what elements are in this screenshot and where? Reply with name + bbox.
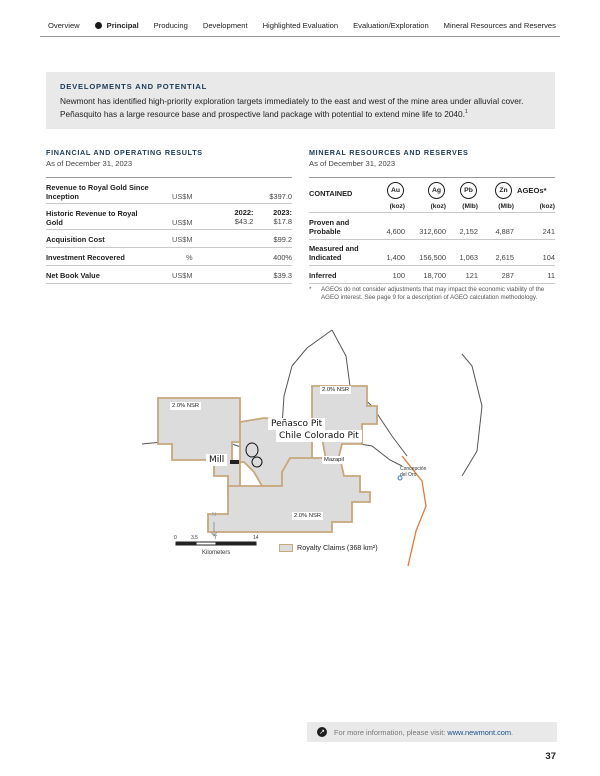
- link-icon: ↗: [317, 727, 327, 737]
- cell-au: 1,400: [386, 253, 405, 262]
- row-label: Inferred: [309, 271, 337, 280]
- table-row: [309, 266, 555, 284]
- contained-label: CONTAINED: [309, 189, 353, 198]
- row-unit: %: [186, 253, 193, 262]
- unit-au: (koz): [389, 203, 405, 210]
- cell-pb: 1,063: [459, 253, 478, 262]
- row-label: Net Book Value: [46, 271, 100, 280]
- table-header-row: [309, 177, 555, 213]
- table-row: [46, 248, 292, 266]
- cell-ageo: 11: [547, 271, 555, 280]
- chile-colorado-pit-label: Chile Colorado Pit: [276, 430, 362, 442]
- au-badge-icon: Au: [387, 182, 404, 199]
- nav-principal-label: Principal: [106, 20, 139, 30]
- mill-label: Mill: [206, 454, 227, 466]
- col-2022-value: $43.2: [234, 217, 254, 226]
- map-legend: [279, 543, 378, 552]
- row-value: 400%: [273, 253, 292, 262]
- cell-zn: 4,887: [495, 227, 514, 236]
- north-label: N: [212, 512, 217, 518]
- zn-badge-icon: Zn: [495, 182, 512, 199]
- nav-mineral-resources[interactable]: Mineral Resources and Reserves: [443, 20, 556, 30]
- row-value: $39.3: [273, 271, 292, 280]
- row-unit: US$M: [172, 192, 193, 201]
- minerals-as-of: As of December 31, 2023: [309, 159, 396, 168]
- financial-heading: FINANCIAL AND OPERATING RESULTS: [46, 148, 203, 157]
- nsr-label-left: 2.0% NSR: [172, 403, 200, 409]
- ageo-header: AGEOs*: [517, 186, 547, 195]
- unit-ag: (koz): [430, 203, 446, 210]
- financial-as-of: As of December 31, 2023: [46, 159, 133, 168]
- row-value: $99.2: [273, 235, 292, 244]
- nav-evaluation-exploration[interactable]: Evaluation/Exploration: [353, 20, 429, 30]
- scale-tick: 3.5: [191, 535, 198, 541]
- table-row: [46, 266, 292, 284]
- row-label: Revenue to Royal Gold Since Inception: [46, 183, 149, 201]
- road-line: [462, 354, 482, 476]
- row-label: Acquisition Cost: [46, 235, 105, 244]
- scale-tick: 14: [253, 535, 259, 541]
- ageo-footnote: [309, 286, 549, 302]
- row-label: Measured and Indicated: [309, 244, 359, 262]
- concepcion-label: Concepción del Oro: [400, 466, 427, 478]
- scale-unit: Kilometers: [202, 550, 231, 556]
- legend-swatch: [279, 544, 293, 552]
- page-number: 37: [545, 751, 556, 762]
- cell-au: 100: [392, 271, 405, 280]
- cell-ageo: 104: [542, 253, 555, 262]
- nsr-label-top: 2.0% NSR: [322, 387, 350, 393]
- nav-divider: [40, 36, 560, 37]
- row-unit: US$M: [172, 218, 193, 227]
- footnote-text: AGEOs do not consider adjustments that may impact the economic viability of the AGEO interest. See page 9 for a description of AGEO calculation methodology.: [321, 286, 545, 302]
- scale-segment: [196, 542, 216, 545]
- cell-zn: 287: [501, 271, 514, 280]
- cell-ageo: 241: [542, 227, 555, 236]
- row-value: $17.8: [273, 217, 292, 226]
- row-label: Proven and Probable: [309, 218, 350, 236]
- footnote-marker: *: [309, 286, 312, 293]
- table-row: [309, 213, 555, 240]
- table-row: [46, 230, 292, 248]
- developments-text: Newmont has identified high-priority exploration targets immediately to the east and west of the mine area under alluvial cover. Peñasquito has a large resource base and prospective land package with potential to extend mine life to 2040.$^1$: [60, 96, 524, 119]
- nsr-label-bottom: 2.0% NSR: [294, 513, 322, 519]
- cell-ag: 18,700: [423, 271, 446, 280]
- table-row: [46, 177, 292, 204]
- developments-box: [46, 72, 555, 129]
- minerals-table: [309, 177, 555, 284]
- cell-pb: 121: [465, 271, 478, 280]
- mazapil-label: Mazapil: [324, 457, 344, 463]
- cell-ag: 156,500: [419, 253, 446, 262]
- pb-badge-icon: Pb: [460, 182, 477, 199]
- developments-heading: DEVELOPMENTS AND POTENTIAL: [60, 82, 208, 91]
- nav-principal[interactable]: [95, 21, 139, 30]
- nav-highlighted-evaluation[interactable]: Highlighted Evaluation: [262, 20, 339, 30]
- claim-area-west: [158, 398, 250, 494]
- scale-segment: [216, 542, 256, 545]
- cell-ag: 312,600: [419, 227, 446, 236]
- scale-segment: [176, 542, 196, 545]
- row-value: $397.0: [269, 192, 292, 201]
- penasco-pit-label: Peñasco Pit: [268, 418, 325, 430]
- map-graphic: [132, 326, 492, 566]
- table-row: [309, 240, 555, 266]
- table-row: [46, 204, 292, 230]
- road-line: [360, 444, 402, 466]
- col-2023-head: 2023:: [273, 208, 292, 217]
- cell-au: 4,600: [386, 227, 405, 236]
- scale-tick: 7: [214, 535, 217, 541]
- mill-symbol: [230, 460, 239, 464]
- unit-pb: (Mlb): [462, 203, 478, 210]
- financial-table: [46, 177, 292, 284]
- active-dot-icon: [95, 22, 102, 29]
- col-2022-head: 2022:: [234, 208, 254, 217]
- legend-label: Royalty Claims (368 km²): [297, 543, 378, 552]
- footnote-ref: 1: [464, 109, 468, 115]
- top-nav: [48, 17, 556, 33]
- info-text: For more information, please visit: www.newmont.com.: [334, 727, 514, 737]
- cell-pb: 2,152: [459, 227, 478, 236]
- property-map: [132, 326, 492, 566]
- row-label: Historic Revenue to Royal Gold: [46, 209, 138, 227]
- unit-zn: (Mlb): [498, 203, 514, 210]
- nav-producing[interactable]: Producing: [153, 20, 188, 30]
- ag-badge-icon: Ag: [428, 182, 445, 199]
- newmont-link[interactable]: www.newmont.com: [447, 727, 512, 737]
- unit-ageo: (koz): [539, 203, 555, 210]
- info-bar: [307, 722, 557, 742]
- row-unit: US$M: [172, 271, 193, 280]
- row-label: Investment Recovered: [46, 253, 125, 262]
- scale-tick: 0: [174, 535, 177, 541]
- cell-zn: 2,615: [495, 253, 514, 262]
- nav-overview[interactable]: Overview: [48, 20, 80, 30]
- row-unit: US$M: [172, 235, 193, 244]
- nav-development[interactable]: Development: [202, 20, 248, 30]
- minerals-heading: MINERAL RESOURCES AND RESERVES: [309, 148, 469, 157]
